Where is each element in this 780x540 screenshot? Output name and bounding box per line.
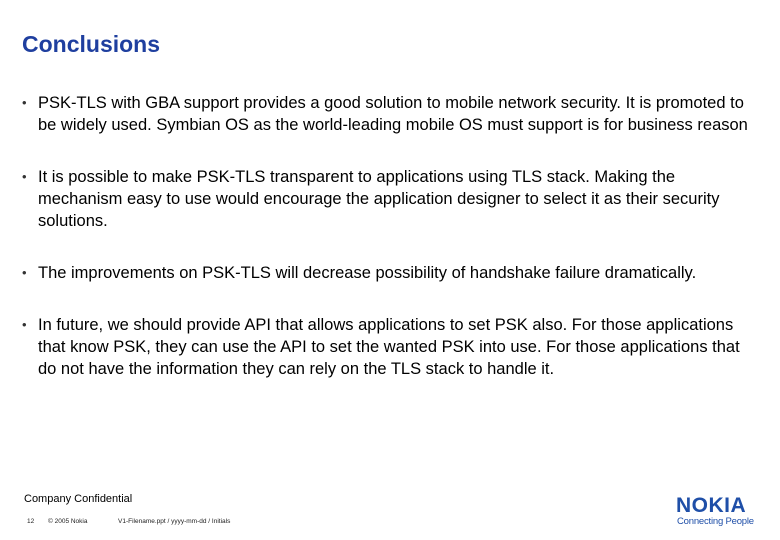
bullet-dot: • — [22, 265, 27, 280]
company-confidential: Company Confidential — [24, 493, 133, 505]
logo-tagline: Connecting People — [677, 516, 754, 527]
copyright: © 2005 Nokia — [48, 518, 88, 525]
bullet-text: PSK-TLS with GBA support provides a good solution to mobile network security. It is promoted to be widely used. Symbian OS as the world-leading mobile OS must support is for business reason — [38, 94, 748, 134]
bullet-dot: • — [22, 95, 27, 110]
logo-wordmark: NOKIA — [676, 494, 747, 517]
nokia-logo — [676, 494, 768, 528]
bullet-dot: • — [22, 317, 27, 332]
bullet-list — [22, 92, 762, 410]
page-number: 12 — [27, 518, 35, 525]
bullet-text: It is possible to make PSK-TLS transparent to applications using TLS stack. Making the mechanism easy to use would encourage the application designer to select it as their security solutions. — [38, 168, 720, 230]
bullet-text: The improvements on PSK-TLS will decrease possibility of handshake failure dramatically. — [38, 264, 697, 282]
bullet-dot: • — [22, 169, 27, 184]
bullet-item — [22, 262, 762, 284]
bullet-item — [22, 92, 762, 136]
file-info: V1-Filename.ppt / yyyy-mm-dd / Initials — [118, 518, 231, 525]
slide-title: Conclusions — [22, 31, 161, 57]
bullet-item — [22, 314, 762, 380]
bullet-text: In future, we should provide API that allows applications to set PSK also. For those applications that know PSK, they can use the API to set the wanted PSK into use. For those applications that do not have the information they can rely on the TLS stack to handle it. — [38, 316, 740, 378]
bullet-item — [22, 166, 762, 232]
